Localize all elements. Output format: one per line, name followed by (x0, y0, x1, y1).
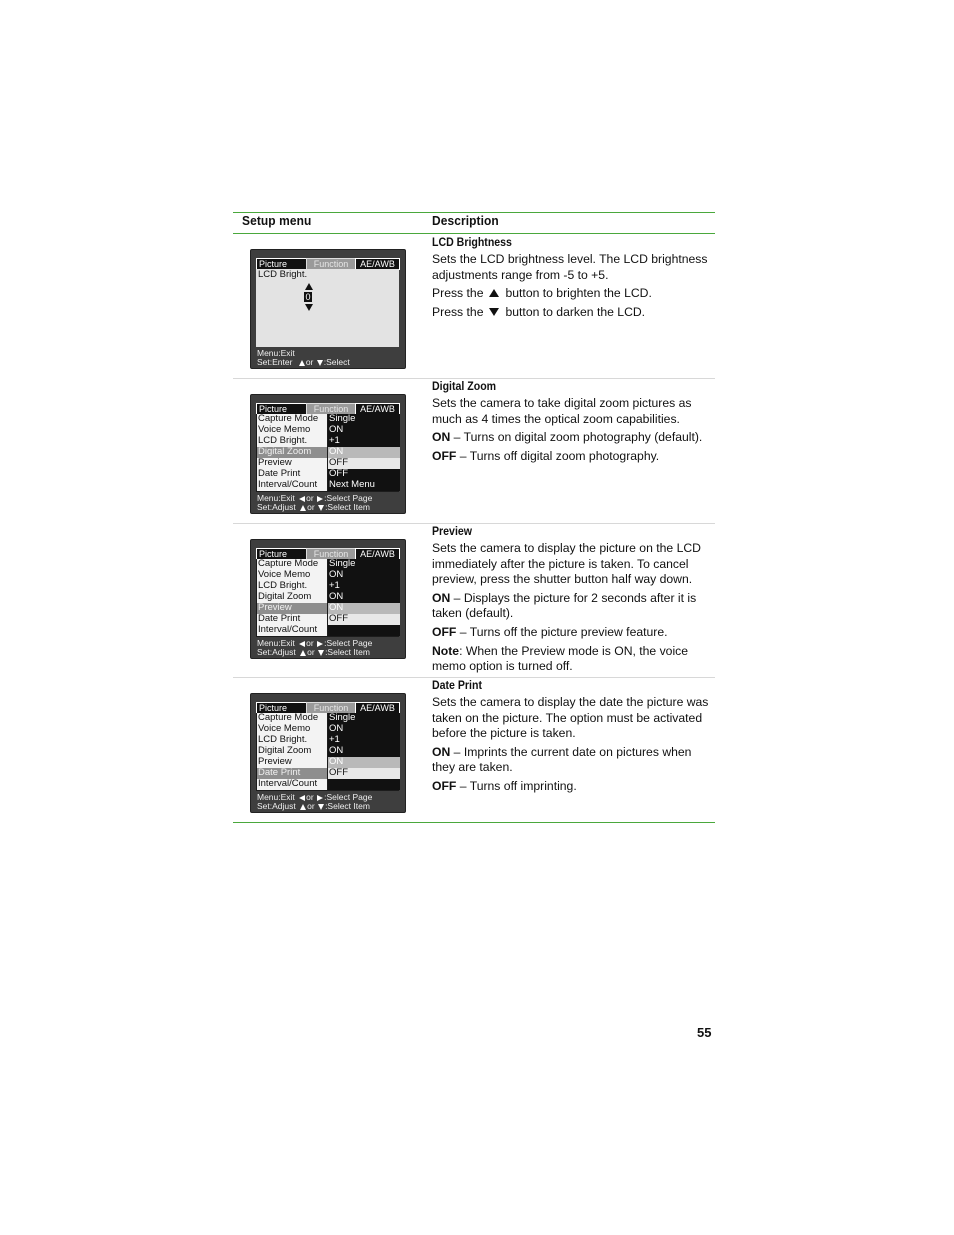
section-title: Digital Zoom (432, 381, 497, 393)
lcd-footer-line2: Set:Adjust or :Select Item (257, 801, 370, 811)
lcd-menu-row: Date Print OFF (256, 614, 399, 625)
paragraph: OFF – Turns off imprinting. (432, 778, 577, 793)
table-row-lcd-brightness (233, 234, 715, 378)
down-arrow-icon (305, 304, 313, 311)
table-bottom-rule (233, 822, 715, 823)
up-arrow-icon (300, 804, 306, 810)
lcd-menu-row: Digital Zoom ON (256, 746, 399, 757)
lcd-screen-preview (250, 539, 406, 659)
lcd-tab-aeawb: AE/AWB (355, 548, 400, 560)
lcd-menu-row: Interval/Count (256, 779, 399, 790)
up-arrow-icon (299, 360, 305, 366)
lcd-footer-line2: Set:Adjust or :Select Item (257, 502, 370, 512)
lcd-menu-row: Digital Zoom ON (256, 592, 399, 603)
lcd-footer-line2: Set:Adjust or :Select Item (257, 647, 370, 657)
lcd-tab-picture: Picture (256, 548, 307, 559)
lcd-footer-select: :Select (323, 357, 350, 367)
paragraph: ON – Imprints the current date on pictures when they are taken. (432, 744, 692, 775)
lcd-menu-row: Voice Memo ON (256, 570, 399, 581)
paragraph: Sets the LCD brightness level. The LCD brightness adjustments range from -5 to +5. (432, 252, 708, 282)
paragraph: Press the button to brighten the LCD. (432, 286, 652, 301)
lcd-footer-line1: Menu:Exit or :Select Page (257, 792, 373, 802)
lcd-screen-digital-zoom (250, 394, 406, 514)
lcd-menu-row: Preview ON (256, 757, 399, 768)
note: Note: When the Preview mode is ON, the voice memo option is turned off. (432, 643, 689, 674)
lcd-menu-row-selected: Preview ON (256, 603, 399, 614)
lcd-menu-row: Capture Mode Single (256, 713, 399, 724)
section-title: LCD Brightness (432, 237, 512, 249)
paragraph: ON – Turns on digital zoom photography (default). (432, 430, 703, 445)
description-lcd-brightness (432, 236, 714, 323)
column-header-setup-menu: Setup menu (242, 213, 312, 228)
column-header-description: Description (432, 213, 499, 228)
description-date-print (432, 679, 714, 798)
section-title: Preview (432, 526, 473, 538)
lcd-tab-function: Function (306, 403, 356, 415)
lcd-menu-row-selected: Date Print OFF (256, 768, 399, 779)
lcd-menu-row: Preview OFF (256, 458, 399, 469)
lcd-tab-aeawb: AE/AWB (355, 403, 400, 415)
lcd-menu-row: Interval/Count (256, 625, 399, 636)
lcd-footer-line1: Menu:Exit or :Select Page (257, 638, 373, 648)
right-arrow-icon (317, 496, 323, 502)
lcd-tab-function: Function (306, 702, 356, 714)
lcd-menu-row: Voice Memo ON (256, 425, 399, 436)
lcd-footer-line1: Menu:Exit (257, 348, 295, 358)
down-arrow-icon (318, 804, 324, 810)
left-arrow-icon (299, 795, 305, 801)
lcd-menu-row: Capture Mode Single (256, 414, 399, 425)
page-number: 55 (697, 1025, 712, 1040)
table-row-preview (233, 524, 715, 677)
lcd-tab-aeawb: AE/AWB (355, 258, 400, 270)
paragraph: Sets the camera to take digital zoom pictures as much as 4 times the optical zoom capabilities. (432, 396, 692, 426)
left-arrow-icon (299, 496, 305, 502)
lcd-menu-row: LCD Bright. +1 (256, 581, 399, 592)
paragraph: OFF – Turns off the picture preview feature. (432, 624, 668, 639)
lcd-footer-set: Set:Enter (257, 357, 293, 367)
table-row-digital-zoom (233, 379, 715, 523)
paragraph: Press the button to darken the LCD. (432, 304, 646, 319)
left-arrow-icon (299, 641, 305, 647)
down-arrow-icon (317, 360, 323, 366)
lcd-menu-row-selected: Digital Zoom ON (256, 447, 399, 458)
up-arrow-icon (300, 505, 306, 511)
up-arrow-icon (305, 283, 313, 290)
down-arrow-icon (318, 650, 324, 656)
lcd-screen-date-print (250, 693, 406, 813)
lcd-menu-row: LCD Bright. +1 (256, 735, 399, 746)
lcd-tab-function: Function (306, 258, 356, 270)
paragraph: Sets the camera to display the picture on the LCD immediately after the picture is taken. To cancel preview, press the shutter button half way down. (432, 541, 701, 587)
lcd-tab-picture: Picture (256, 403, 307, 414)
right-arrow-icon (317, 641, 323, 647)
lcd-menu-row: LCD Bright. +1 (256, 436, 399, 447)
down-arrow-icon (318, 505, 324, 511)
lcd-screen-brightness (250, 249, 406, 369)
lcd-tab-function: Function (306, 548, 356, 560)
paragraph: ON – Displays the picture for 2 seconds after it is taken (default). (432, 590, 697, 621)
lcd-menu-row: Capture Mode Single (256, 559, 399, 570)
down-arrow-icon (489, 308, 499, 316)
right-arrow-icon (317, 795, 323, 801)
lcd-tab-aeawb: AE/AWB (355, 702, 400, 714)
paragraph: OFF – Turns off digital zoom photography. (432, 448, 660, 463)
up-arrow-icon (489, 289, 499, 297)
description-digital-zoom (432, 380, 714, 467)
description-preview (432, 525, 714, 678)
lcd-item-label: LCD Bright. (258, 269, 308, 280)
paragraph: Sets the camera to display the date the picture was taken on the picture. The option must be activated before the picture is taken. (432, 695, 709, 741)
lcd-brightness-value: 0 (305, 292, 311, 302)
lcd-menu-row: Interval/Count Next Menu (256, 480, 399, 491)
lcd-menu-row: Date Print OFF (256, 469, 399, 480)
lcd-footer-line1: Menu:Exit or :Select Page (257, 493, 373, 503)
lcd-menu-row: Voice Memo ON (256, 724, 399, 735)
lcd-footer-line2 (257, 358, 350, 367)
section-title: Date Print (432, 680, 482, 692)
lcd-tab-picture: Picture (256, 702, 307, 713)
lcd-tab-picture: Picture (256, 258, 307, 269)
lcd-footer-or: or (305, 357, 314, 367)
table-row-date-print (233, 678, 715, 822)
up-arrow-icon (300, 650, 306, 656)
